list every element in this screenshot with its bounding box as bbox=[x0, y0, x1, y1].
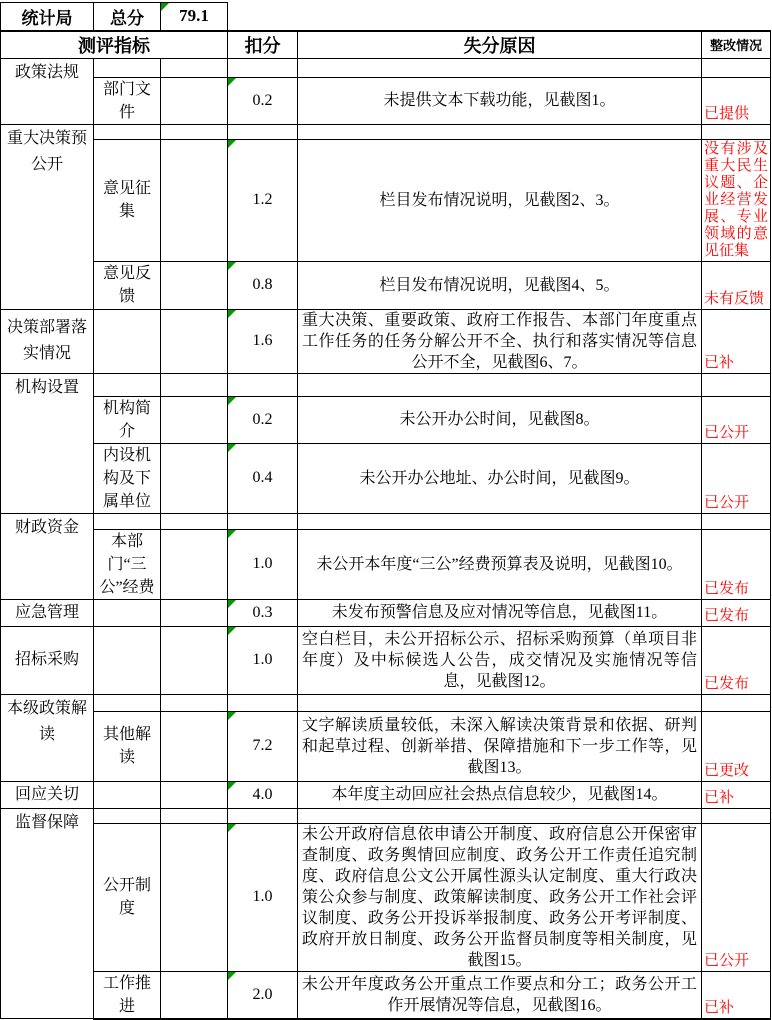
deduction-value: 4.0 bbox=[252, 785, 273, 803]
category-cell: 本级政策解读 bbox=[1, 694, 94, 781]
empty-cell bbox=[702, 808, 771, 823]
rectification-cell: 已补 bbox=[702, 781, 771, 808]
empty-cell bbox=[161, 309, 228, 373]
total-score-text: 79.1 bbox=[179, 6, 209, 26]
deduction-cell bbox=[228, 529, 298, 599]
rectification-cell: 已公开 bbox=[702, 443, 771, 513]
table-header-row bbox=[1, 31, 771, 59]
deduction-cell bbox=[228, 261, 298, 309]
excel-error-triangle-icon bbox=[228, 627, 236, 635]
empty-cell bbox=[94, 626, 161, 694]
subcategory-cell: 其他解读 bbox=[94, 711, 161, 781]
category-cell: 决策部署落实情况 bbox=[1, 309, 94, 373]
empty-cell bbox=[228, 373, 298, 396]
org-name: 统计局 bbox=[1, 3, 94, 31]
deduction-value: 1.6 bbox=[252, 332, 273, 349]
empty-cell bbox=[94, 781, 161, 808]
table-row bbox=[1, 58, 771, 77]
empty-cell bbox=[702, 373, 771, 396]
empty-cell bbox=[161, 124, 228, 139]
empty-cell bbox=[94, 599, 161, 626]
table-row bbox=[1, 823, 771, 971]
deduction-value: 0.3 bbox=[252, 603, 273, 621]
deduction-value: 1.0 bbox=[252, 555, 273, 572]
empty-cell bbox=[702, 124, 771, 139]
rectification-cell: 已补 bbox=[702, 971, 771, 1019]
deduction-value: 7.2 bbox=[252, 737, 273, 754]
empty-cell bbox=[702, 513, 771, 529]
reason-cell: 未公开办公时间，见截图8。 bbox=[298, 396, 702, 443]
col-header-rectification: 整改情况 bbox=[702, 31, 771, 59]
empty-cell bbox=[94, 309, 161, 373]
category-cell: 招标采购 bbox=[1, 626, 94, 694]
table-row bbox=[1, 261, 771, 309]
empty-cell bbox=[94, 513, 161, 529]
table-row bbox=[1, 396, 771, 443]
category-cell: 监督保障 bbox=[1, 808, 94, 1019]
col-header-deduction: 扣分 bbox=[228, 31, 298, 59]
subcategory-cell: 机构简介 bbox=[94, 396, 161, 443]
deduction-value: 1.0 bbox=[252, 651, 273, 668]
empty-cell bbox=[298, 373, 702, 396]
category-cell: 应急管理 bbox=[1, 599, 94, 626]
empty-cell bbox=[161, 823, 228, 971]
empty-cell bbox=[228, 124, 298, 139]
empty-cell bbox=[228, 808, 298, 823]
deduction-value: 2.0 bbox=[252, 985, 273, 1003]
empty-cell bbox=[161, 808, 228, 823]
deduction-value: 1.0 bbox=[252, 888, 273, 905]
empty-cell bbox=[298, 808, 702, 823]
rectification-cell: 已补 bbox=[702, 309, 771, 373]
table-row bbox=[1, 971, 771, 1019]
reason-cell: 未公开本年度“三公”经费预算表及说明，见截图10。 bbox=[298, 529, 702, 599]
table-row bbox=[1, 513, 771, 529]
empty-cell bbox=[161, 396, 228, 443]
table-row bbox=[1, 443, 771, 513]
empty-cell bbox=[94, 694, 161, 711]
deduction-cell bbox=[228, 599, 298, 626]
table-row bbox=[1, 309, 771, 373]
subcategory-cell: 部门文件 bbox=[94, 77, 161, 124]
category-cell: 重大决策预公开 bbox=[1, 124, 94, 309]
col-header-indicator: 测评指标 bbox=[1, 31, 228, 59]
table-row bbox=[1, 599, 771, 626]
excel-error-triangle-icon bbox=[228, 972, 236, 980]
empty-cell bbox=[161, 373, 228, 396]
rectification-cell: 已更改 bbox=[702, 711, 771, 781]
rectification-cell: 未有反馈 bbox=[702, 261, 771, 309]
empty-cell bbox=[161, 781, 228, 808]
deduction-cell bbox=[228, 139, 298, 261]
rectification-cell: 已发布 bbox=[702, 529, 771, 599]
excel-error-triangle-icon bbox=[161, 3, 169, 11]
table-row bbox=[1, 694, 771, 711]
empty-cell bbox=[298, 694, 702, 711]
rectification-cell: 已公开 bbox=[702, 396, 771, 443]
deduction-cell bbox=[228, 443, 298, 513]
category-cell: 机构设置 bbox=[1, 373, 94, 513]
excel-error-triangle-icon bbox=[228, 78, 236, 86]
subcategory-cell: 本部门“三公”经费 bbox=[94, 529, 161, 599]
deduction-value: 0.4 bbox=[252, 469, 273, 486]
subcategory-cell: 公开制度 bbox=[94, 823, 161, 971]
rectification-cell: 已公开 bbox=[702, 823, 771, 971]
reason-cell: 栏目发布情况说明，见截图2、3。 bbox=[298, 139, 702, 261]
empty-cell bbox=[161, 443, 228, 513]
empty-cell bbox=[228, 694, 298, 711]
deduction-cell bbox=[228, 823, 298, 971]
table-row bbox=[1, 529, 771, 599]
empty-cell bbox=[228, 58, 298, 77]
excel-error-triangle-icon bbox=[228, 824, 236, 832]
empty-cell bbox=[94, 808, 161, 823]
subcategory-cell: 工作推进 bbox=[94, 971, 161, 1019]
deduction-cell bbox=[228, 626, 298, 694]
reason-cell: 本年度主动回应社会热点信息较少，见截图14。 bbox=[298, 781, 702, 808]
empty-cell bbox=[94, 58, 161, 77]
empty-cell bbox=[94, 124, 161, 139]
table-row bbox=[1, 711, 771, 781]
deduction-value: 1.2 bbox=[252, 191, 273, 208]
category-cell: 回应关切 bbox=[1, 781, 94, 808]
reason-cell: 未公开政府信息依申请公开制度、政府信息公开保密审查制度、政务舆情回应制度、政务公开工作责任追究制度、政府信息公文公开属性源头认定制度、重大行政决策公众参与制度、政策解读制度、政务公开工作社会评议制度、政务公开投诉举报制度、政务公开考评制度、政府开放日制度、政务公开监督员制度等相关制度，见截图15。 bbox=[298, 823, 702, 971]
empty-cell bbox=[161, 529, 228, 599]
table-row bbox=[1, 77, 771, 124]
deduction-cell bbox=[228, 781, 298, 808]
category-cell: 财政资金 bbox=[1, 513, 94, 599]
rectification-cell: 没有涉及重大民生议题、企业经营发展、专业领域的意见征集 bbox=[702, 139, 771, 261]
excel-error-triangle-icon bbox=[228, 310, 236, 318]
total-score-value bbox=[161, 3, 228, 31]
deduction-cell bbox=[228, 396, 298, 443]
empty-cell bbox=[298, 58, 702, 77]
reason-cell: 未发布预警信息及应对情况等信息，见截图11。 bbox=[298, 599, 702, 626]
empty-cell bbox=[94, 373, 161, 396]
empty-cell bbox=[702, 694, 771, 711]
table-row bbox=[1, 626, 771, 694]
total-score-label: 总分 bbox=[94, 3, 161, 31]
col-header-reason: 失分原因 bbox=[298, 31, 702, 59]
rectification-cell: 已发布 bbox=[702, 626, 771, 694]
excel-error-triangle-icon bbox=[228, 444, 236, 452]
excel-error-triangle-icon bbox=[228, 397, 236, 405]
category-cell: 政策法规 bbox=[1, 58, 94, 124]
table-row bbox=[1, 3, 771, 31]
deduction-cell bbox=[228, 309, 298, 373]
excel-error-triangle-icon bbox=[228, 262, 236, 270]
reason-cell: 空白栏目，未公开招标公示、招标采购预算（单项目非年度）及中标候选人公告，成交情况及实施情况等信息，见截图12。 bbox=[298, 626, 702, 694]
empty-area bbox=[228, 3, 771, 31]
empty-cell bbox=[161, 261, 228, 309]
empty-cell bbox=[228, 513, 298, 529]
reason-cell: 未提供文本下载功能，见截图1。 bbox=[298, 77, 702, 124]
deduction-value: 0.2 bbox=[252, 91, 273, 109]
rectification-cell: 已发布 bbox=[702, 599, 771, 626]
empty-cell bbox=[298, 513, 702, 529]
excel-error-triangle-icon bbox=[228, 530, 236, 538]
reason-cell: 重大决策、重要政策、政府工作报告、本部门年度重点工作任务的任务分解公开不全、执行和落实情况等信息公开不全，见截图6、7。 bbox=[298, 309, 702, 373]
empty-cell bbox=[161, 694, 228, 711]
table-row bbox=[1, 139, 771, 261]
empty-cell bbox=[702, 58, 771, 77]
empty-cell bbox=[161, 77, 228, 124]
excel-error-triangle-icon bbox=[228, 782, 236, 790]
excel-error-triangle-icon bbox=[228, 140, 236, 148]
empty-cell bbox=[161, 58, 228, 77]
reason-cell: 未公开办公地址、办公时间，见截图9。 bbox=[298, 443, 702, 513]
rectification-cell: 已提供 bbox=[702, 77, 771, 124]
deduction-cell bbox=[228, 971, 298, 1019]
subcategory-cell: 内设机构及下属单位 bbox=[94, 443, 161, 513]
deduction-value: 0.8 bbox=[252, 276, 273, 293]
subcategory-cell: 意见反馈 bbox=[94, 261, 161, 309]
subcategory-cell: 意见征集 bbox=[94, 139, 161, 261]
empty-cell bbox=[161, 711, 228, 781]
table-row bbox=[1, 124, 771, 139]
deduction-cell bbox=[228, 77, 298, 124]
reason-cell: 栏目发布情况说明，见截图4、5。 bbox=[298, 261, 702, 309]
deduction-value: 0.2 bbox=[252, 410, 273, 428]
reason-cell: 文字解读质量较低，未深入解读决策背景和依据、研判和起草过程、创新举措、保障措施和下一步工作等，见截图13。 bbox=[298, 711, 702, 781]
table-row bbox=[1, 781, 771, 808]
table-row bbox=[1, 808, 771, 823]
empty-cell bbox=[161, 599, 228, 626]
empty-cell bbox=[298, 124, 702, 139]
excel-error-triangle-icon bbox=[228, 600, 236, 608]
empty-cell bbox=[161, 513, 228, 529]
table-row bbox=[1, 373, 771, 396]
reason-cell: 未公开年度政务公开重点工作要点和分工；政务公开工作开展情况等信息，见截图16。 bbox=[298, 971, 702, 1019]
empty-cell bbox=[161, 626, 228, 694]
empty-cell bbox=[161, 971, 228, 1019]
excel-error-triangle-icon bbox=[228, 712, 236, 720]
evaluation-table bbox=[0, 2, 771, 1020]
empty-cell bbox=[161, 139, 228, 261]
deduction-cell bbox=[228, 711, 298, 781]
